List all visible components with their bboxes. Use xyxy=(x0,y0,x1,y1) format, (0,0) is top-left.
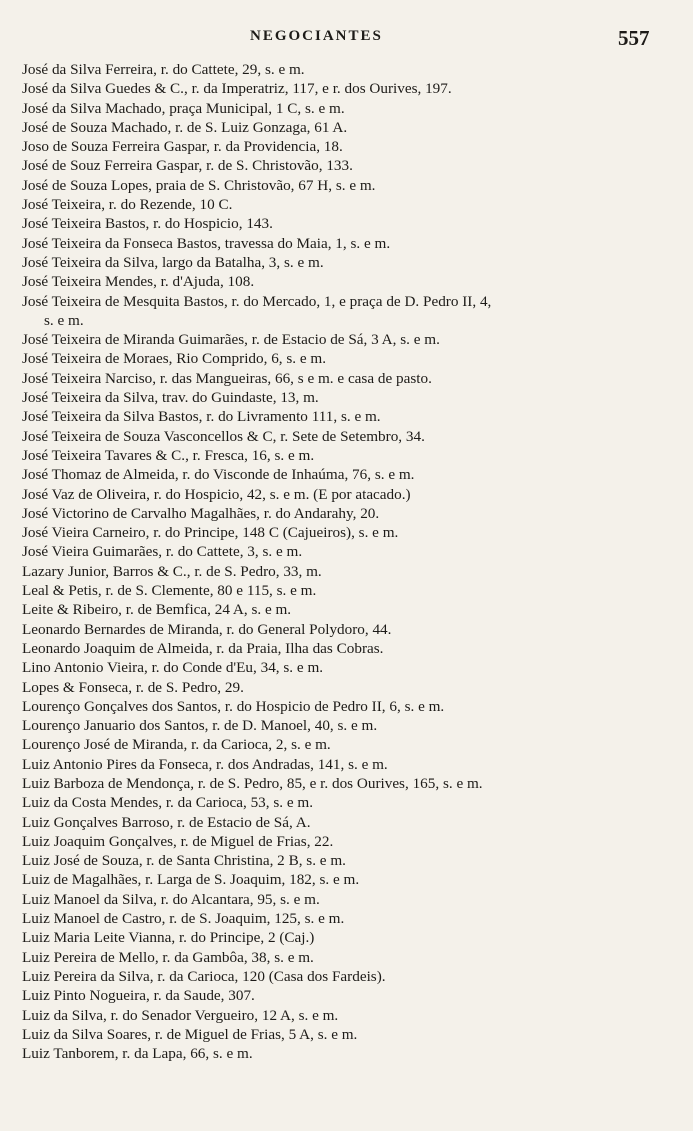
list-item: Luiz Maria Leite Vianna, r. do Principe, 2 (Caj.) xyxy=(22,929,315,947)
list-item: José da Silva Machado, praça Municipal, 1 C, s. e m. xyxy=(22,99,345,117)
page-header xyxy=(0,26,693,50)
list-item: José de Souza Lopes, praia de S. Christovão, 67 H, s. e m. xyxy=(22,176,376,194)
list-item: Luiz Pinto Nogueira, r. da Saude, 307. xyxy=(22,987,255,1005)
list-item: José de Souza Machado, r. de S. Luiz Gonzaga, 61 A. xyxy=(22,118,348,136)
list-item: Lourenço Gonçalves dos Santos, r. do Hospicio de Pedro II, 6, s. e m. xyxy=(22,697,445,715)
page-number: 557 xyxy=(618,26,650,50)
list-item: Luiz Antonio Pires da Fonseca, r. dos Andradas, 141, s. e m. xyxy=(22,755,388,773)
list-item: José Teixeira Mendes, r. d'Ajuda, 108. xyxy=(22,273,255,291)
list-item: José Teixeira de Miranda Guimarães, r. de Estacio de Sá, 3 A, s. e m. xyxy=(22,331,440,349)
list-item: Leonardo Bernardes de Miranda, r. do General Polydoro, 44. xyxy=(22,620,392,638)
list-item: Lourenço José de Miranda, r. da Carioca, 2, s. e m. xyxy=(22,736,331,754)
list-item: José Vaz de Oliveira, r. do Hospicio, 42, s. e m. (E por atacado.) xyxy=(22,485,411,503)
list-item: Luiz Manoel de Castro, r. de S. Joaquim, 125, s. e m. xyxy=(22,910,345,928)
list-item: Luiz Gonçalves Barroso, r. de Estacio de Sá, A. xyxy=(22,813,311,831)
list-item: José Teixeira Narciso, r. das Mangueiras, 66, s e m. e casa de pasto. xyxy=(22,369,432,387)
list-item: Luiz Pereira da Silva, r. da Carioca, 120 (Casa dos Fardeis). xyxy=(22,967,386,985)
list-item: Luiz José de Souza, r. de Santa Christina, 2 B, s. e m. xyxy=(22,852,346,870)
list-item: Luiz Pereira de Mello, r. da Gambôa, 38, s. e m. xyxy=(22,948,314,966)
list-item: Lino Antonio Vieira, r. do Conde d'Eu, 34, s. e m. xyxy=(22,659,324,677)
list-item: s. e m. xyxy=(44,311,84,329)
list-item: José da Silva Guedes & C., r. da Imperatriz, 117, e r. dos Ourives, 197. xyxy=(22,80,452,98)
list-item: José Teixeira da Silva Bastos, r. do Livramento 111, s. e m. xyxy=(22,408,381,426)
list-item: José Vieira Carneiro, r. do Principe, 148 C (Cajueiros), s. e m. xyxy=(22,524,399,542)
list-item: José Teixeira de Moraes, Rio Comprido, 6, s. e m. xyxy=(22,350,327,368)
list-item: Luiz de Magalhães, r. Larga de S. Joaquim, 182, s. e m. xyxy=(22,871,360,889)
list-item: Luiz Manoel da Silva, r. do Alcantara, 95, s. e m. xyxy=(22,890,320,908)
list-item: Leonardo Joaquim de Almeida, r. da Praia, Ilha das Cobras. xyxy=(22,639,384,657)
list-item: José Teixeira da Silva, largo da Batalha, 3, s. e m. xyxy=(22,253,324,271)
list-item: José Teixeira Bastos, r. do Hospicio, 143. xyxy=(22,215,273,233)
list-item: José Thomaz de Almeida, r. do Visconde de Inhaúma, 76, s. e m. xyxy=(22,466,415,484)
list-item: Lazary Junior, Barros & C., r. de S. Pedro, 33, m. xyxy=(22,562,322,580)
running-head: NEGOCIANTES xyxy=(250,28,383,44)
list-item: Luiz Barboza de Mendonça, r. de S. Pedro, 85, e r. dos Ourives, 165, s. e m. xyxy=(22,774,483,792)
list-item: José Teixeira da Silva, trav. do Guindaste, 13, m. xyxy=(22,389,319,407)
list-item: José Teixeira de Mesquita Bastos, r. do Mercado, 1, e praça de D. Pedro II, 4, xyxy=(22,292,492,310)
list-item: José Teixeira da Fonseca Bastos, travessa do Maia, 1, s. e m. xyxy=(22,234,391,252)
list-item: Luiz Tanborem, r. da Lapa, 66, s. e m. xyxy=(22,1045,253,1063)
merchant-list xyxy=(22,60,674,1063)
list-item: José de Souz Ferreira Gaspar, r. de S. Christovão, 133. xyxy=(22,157,353,175)
list-item: José Victorino de Carvalho Magalhães, r. do Andarahy, 20. xyxy=(22,504,380,522)
list-item: Leite & Ribeiro, r. de Bemfica, 24 A, s. e m. xyxy=(22,601,292,619)
list-item: Leal & Petis, r. de S. Clemente, 80 e 115, s. e m. xyxy=(22,582,317,600)
list-item: Lopes & Fonseca, r. de S. Pedro, 29. xyxy=(22,678,244,696)
list-item: Luiz da Silva Soares, r. de Miguel de Frias, 5 A, s. e m. xyxy=(22,1025,358,1043)
list-item: José Teixeira Tavares & C., r. Fresca, 16, s. e m. xyxy=(22,446,315,464)
list-item: José Teixeira, r. do Rezende, 10 C. xyxy=(22,196,233,214)
list-item: Luiz Joaquim Gonçalves, r. de Miguel de Frias, 22. xyxy=(22,832,334,850)
list-item: José da Silva Ferreira, r. do Cattete, 29, s. e m. xyxy=(22,61,305,78)
list-item: José Teixeira de Souza Vasconcellos & C, r. Sete de Setembro, 34. xyxy=(22,427,425,445)
list-item: Lourenço Januario dos Santos, r. de D. Manoel, 40, s. e m. xyxy=(22,717,378,735)
list-item: Joso de Souza Ferreira Gaspar, r. da Providencia, 18. xyxy=(22,138,343,156)
list-item: Luiz da Costa Mendes, r. da Carioca, 53, s. e m. xyxy=(22,794,314,812)
list-item: Luiz da Silva, r. do Senador Vergueiro, 12 A, s. e m. xyxy=(22,1006,339,1024)
list-item: José Vieira Guimarães, r. do Cattete, 3, s. e m. xyxy=(22,543,303,561)
